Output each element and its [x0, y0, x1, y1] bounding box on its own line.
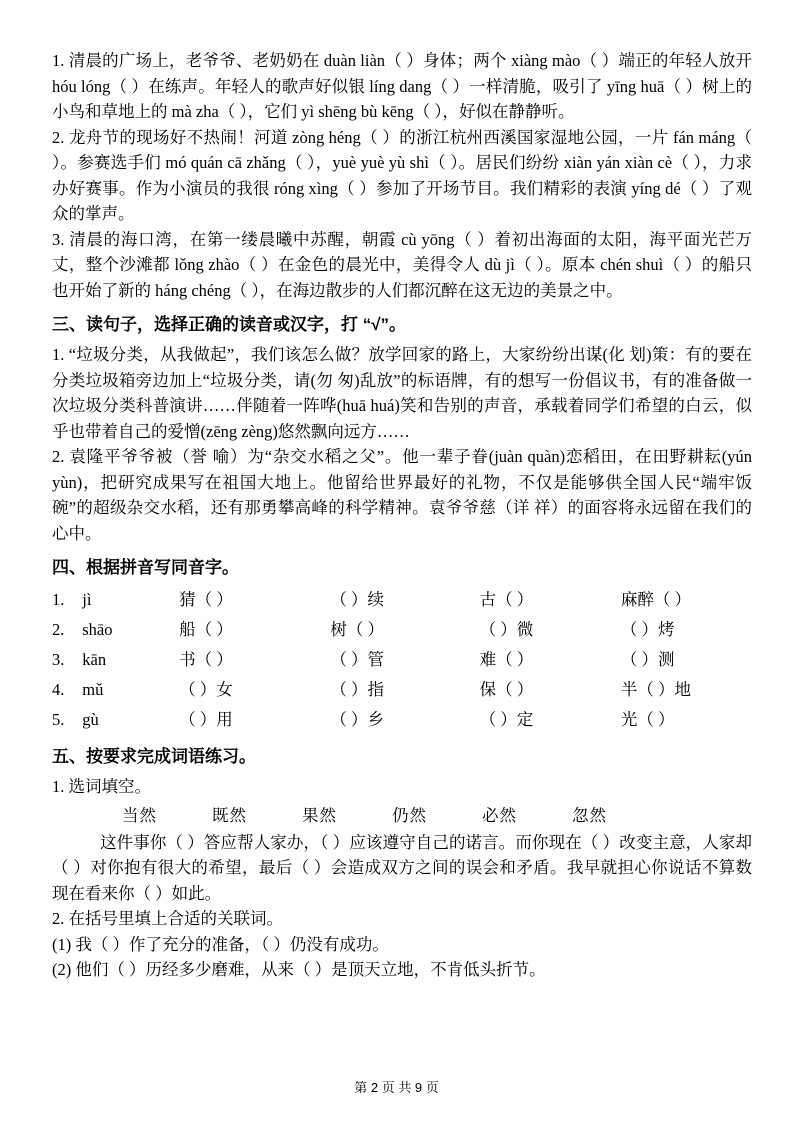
row-blank-a[interactable]: 船（ ） [179, 620, 233, 639]
row-pinyin: mǔ [82, 680, 104, 699]
fill-in-paragraph[interactable]: 这件事你（ ）答应帮人家办，（ ）应该遵守自己的诺言。而你现在（ ）改变主意，人家却（ ）对你抱有很大的希望，最后（ ）会造成双方之间的误会和矛盾。我早就担心你说话不算数现在看来你（ ）如此。 [52, 832, 752, 903]
row-blank-a[interactable]: （ ）女 [179, 680, 233, 699]
row-number: 5. [52, 710, 65, 729]
row-blank-b[interactable]: （ ）管 [330, 650, 384, 669]
row-blank-c[interactable]: 难（ ） [479, 650, 534, 669]
row-blank-b[interactable]: 树（ ） [330, 620, 384, 639]
row-blank-b[interactable]: （ ）指 [330, 680, 384, 699]
section-two-items [52, 48, 752, 303]
row-blank-d[interactable]: 麻醉（ ） [620, 590, 691, 609]
word-bank-item: 当然 [122, 805, 157, 825]
page-content [52, 48, 752, 983]
page-footer: 第 2 页 共 9 页 [354, 1080, 439, 1095]
section-four-heading: 四、根据拼音写同音字。 [52, 558, 239, 577]
row-number: 4. [52, 680, 65, 699]
section-three-item-1: 1. “垃圾分类，从我做起”，我们该怎么做？放学回家的路上，大家纷纷出谋(化 划)策：有的要在分类垃圾箱旁边加上“垃圾分类，请(勿 匆)乱放”的标语牌，有的想写一份倡议书，有的准备做一次垃圾分类科普演讲……伴随着一阵哗(huā huá)笑和告别的声音，承载着同学们希望的白云，似乎也带着自己的爱憎(zēng zèng)悠然飘向远方…… [52, 345, 752, 441]
row-blank-a[interactable]: （ ）用 [179, 710, 233, 729]
section-four [52, 553, 752, 735]
word-bank-item: 既然 [212, 805, 247, 825]
section-five-item-1[interactable]: (1) 我（ ）作了充分的准备，（ ）仍没有成功。 [52, 934, 389, 954]
word-bank-item: 仍然 [392, 805, 427, 825]
section-four-table [52, 585, 752, 735]
word-bank [52, 802, 752, 830]
table-row [52, 585, 752, 615]
table-row [52, 705, 752, 735]
row-blank-c[interactable]: （ ）微 [479, 620, 534, 639]
row-blank-c[interactable]: （ ）定 [479, 710, 534, 729]
row-pinyin: kān [82, 650, 107, 669]
row-blank-a[interactable]: 书（ ） [179, 650, 233, 669]
row-blank-d[interactable]: 光（ ） [620, 710, 675, 729]
row-blank-d[interactable]: （ ）测 [620, 650, 675, 669]
section-three [52, 310, 752, 546]
section-two-item-2: 2. 龙舟节的现场好不热闹！河道 zòng héng（ ）的浙江杭州西溪国家湿地公园，一片 fán máng（ ）。参赛选手们 mó quán cā zhǎng（ ），yuè yuè yù shì（ ）。居民们纷纷 xiàn yán xiàn cè（ ），力求办好赛事。作为小演员的我很 róng xìng（ ）参加了开场节目。我们精彩的表演 yíng dé（ ）了观众的掌声。 [52, 127, 752, 223]
section-two-item-3: 3. 清晨的海口湾，在第一缕晨曦中苏醒，朝霞 cù yōng（ ）着初出海面的太阳，海平面光芒万丈，整个沙滩都 lǒng zhào（ ）在金色的晨光中，美得令人 dù jì（ ）。原本 chén shuì（ ）的船只也开始了新的 háng chéng（ ），在海边散步的人们都沉醉在这无边的美景之中。 [52, 229, 752, 300]
row-blank-b[interactable]: （ ）乡 [330, 710, 384, 729]
row-blank-d[interactable]: 半（ ）地 [620, 680, 691, 699]
row-blank-d[interactable]: （ ）烤 [620, 620, 675, 639]
row-pinyin: jì [82, 590, 92, 609]
word-bank-item: 忽然 [572, 805, 607, 825]
section-five-sub-2: 2. 在括号里填上合适的关联词。 [52, 909, 283, 928]
row-pinyin: gù [82, 710, 99, 729]
table-row [52, 675, 752, 705]
row-blank-b[interactable]: （ ）续 [330, 590, 384, 609]
section-five-item-2[interactable]: (2) 他们（ ）历经多少磨难，从来（ ）是顶天立地，不肯低头折节。 [52, 960, 546, 979]
row-number: 1. [52, 590, 65, 609]
row-number: 2. [52, 620, 65, 639]
section-five-sub-1: 1. 选词填空。 [52, 777, 151, 796]
section-five-heading: 五、按要求完成词语练习。 [52, 747, 256, 766]
table-row [52, 615, 752, 645]
row-number: 3. [52, 650, 65, 669]
row-blank-c[interactable]: 保（ ） [479, 680, 534, 699]
row-pinyin: shāo [82, 620, 113, 639]
section-five [52, 742, 752, 983]
section-three-item-2: 2. 袁隆平爷爷被（誉 喻）为“杂交水稻之父”。他一辈子眷(juàn quàn)恋稻田，在田野耕耘(yún yùn)，把研究成果写在祖国大地上。他留给世界最好的礼物，不仅是能够供全国人民“端牢饭碗”的超级杂交水稻，还有那勇攀高峰的科学精神。袁爷爷慈（详 祥）的面容将永远留在我们的心中。 [52, 447, 752, 543]
word-bank-item: 果然 [302, 805, 337, 825]
row-blank-a[interactable]: 猜（ ） [179, 590, 233, 609]
word-bank-item: 必然 [482, 805, 517, 825]
table-row [52, 645, 752, 675]
row-blank-c[interactable]: 古（ ） [479, 590, 534, 609]
section-three-heading: 三、读句子，选择正确的读音或汉字，打 “√”。 [52, 315, 407, 334]
section-two-item-1: 1. 清晨的广场上，老爷爷、老奶奶在 duàn liàn（ ）身体；两个 xiàng mào（ ）端正的年轻人放开 hóu lóng（ ）在练声。年轻人的歌声好似银 líng dang（ ）一样清脆，吸引了 yīng huā（ ）树上的小鸟和草地上的 mà zha（ ），它们 yì shēng bù kēng（ ），好似在静静听。 [52, 51, 752, 121]
